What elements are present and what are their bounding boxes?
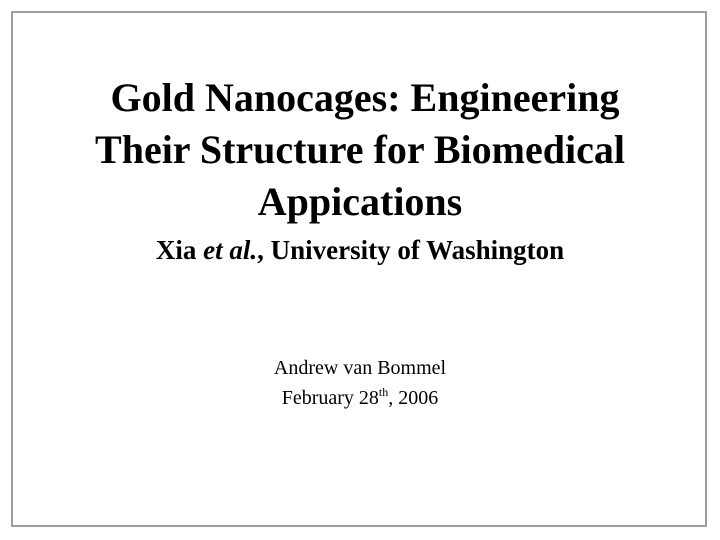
presenter-name: Andrew van Bommel <box>273 357 447 379</box>
title-line-3: Appications <box>257 179 463 224</box>
author-block <box>0 353 720 413</box>
date-suffix: , 2006 <box>388 387 439 409</box>
subtitle-suffix: , University of Washington <box>257 235 565 265</box>
subtitle-italic: et al. <box>203 235 258 265</box>
subtitle-prefix: Xia <box>155 235 204 265</box>
slide-title <box>0 72 720 228</box>
slide-subtitle <box>0 233 720 267</box>
title-line-1: Gold Nanocages: Engineering <box>110 75 620 120</box>
presentation-date <box>0 383 720 413</box>
title-line-2: Their Structure for Biomedical <box>95 127 625 172</box>
date-prefix: February 28 <box>281 387 379 409</box>
date-superscript: th <box>378 385 389 399</box>
